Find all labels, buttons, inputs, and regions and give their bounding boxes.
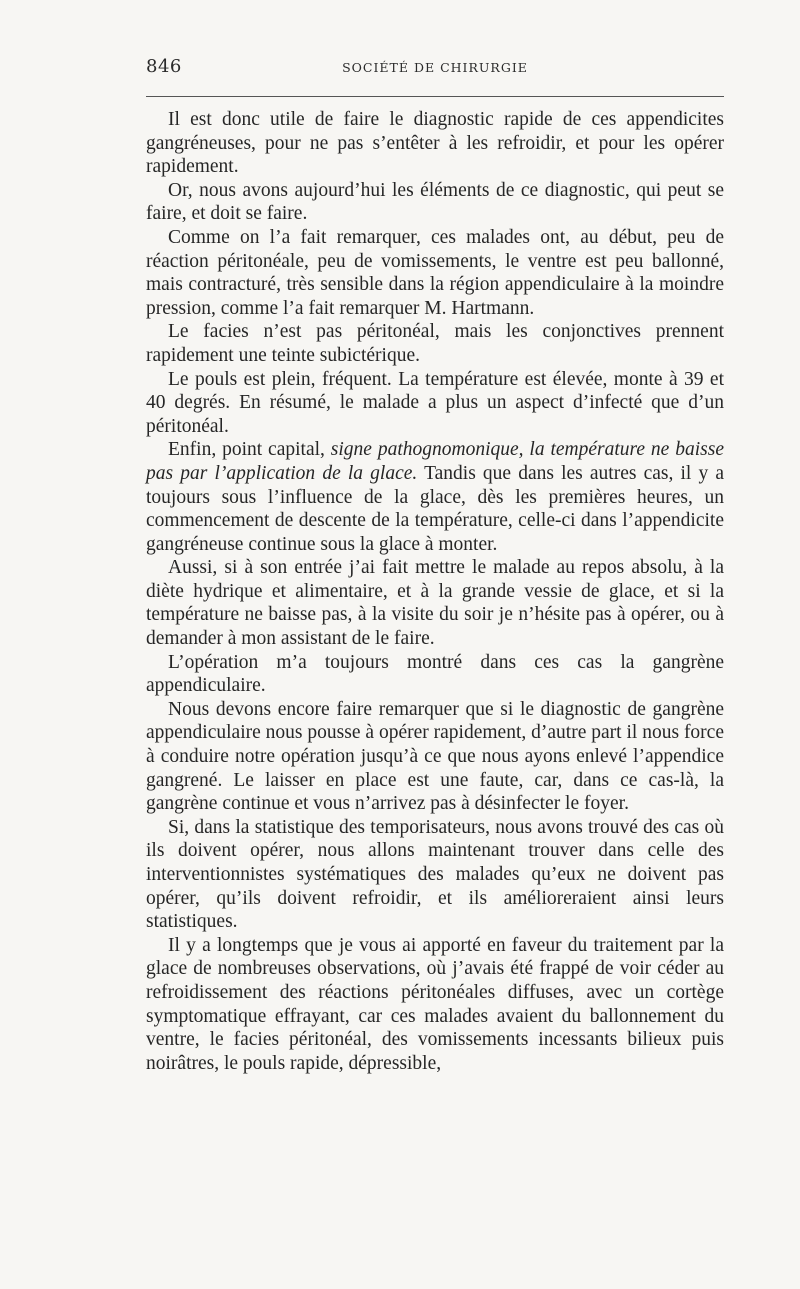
page-header (146, 54, 724, 84)
page-number: 846 (146, 56, 182, 77)
paragraph: Nous devons encore faire remarquer que si le diagnostic de gangrène appendiculaire nous pousse à opérer rapidement, d’autre part il nous force à conduire notre opération jusqu’à ce que nous ayons enlevé l’appendice gangrené. Le laisser en place est une faute, car, dans ce cas-là, la gangrène continue et vous n’arrivez pas à désinfecter le foyer. (146, 698, 724, 815)
paragraph: Le pouls est plein, fréquent. La température est élevée, monte à 39 et 40 degrés. En résumé, le malade a plus un aspect d’infecté que d’un péritonéal. (146, 368, 724, 437)
paragraph: Comme on l’a fait remarquer, ces malades ont, au début, peu de réaction péritonéale, peu de vomissements, le ventre est peu ballonné, mais contracturé, très sensible dans la région appendiculaire à la moindre pression, comme l’a fait remarquer M. Hartmann. (146, 226, 724, 319)
paragraph: Il y a longtemps que je vous ai apporté en faveur du traitement par la glace de nombreuses observations, où j’avais été frappé de voir céder au refroidissement des réactions péritonéales diffuses, avec un cortège symptomatique effrayant, car ces malades avaient du ballonnement du ventre, le facies péritonéal, des vomissements incessants bilieux puis noirâtres, le pouls rapide, dépressible, (146, 934, 724, 1074)
paragraph: L’opération m’a toujours montré dans ces cas la gangrène appendiculaire. (146, 651, 724, 697)
body-text (146, 108, 724, 1075)
paragraph (146, 438, 724, 556)
paragraph: Le facies n’est pas péritonéal, mais les conjonctives prennent rapidement une teinte subictérique. (146, 321, 724, 366)
paragraph: Il est donc utile de faire le diagnostic rapide de ces appendicites gangréneuses, pour ne pas s’entêter à les refroidir, et pour les opérer rapidement. (146, 109, 724, 178)
paragraph-text: Tandis que dans les autres cas, il y a toujours sous l’influence de la glace, dès les premières heures, un commencement de descente de la température, celle-ci dans l’appendicite gangréneuse continue sous la glace à monter. (146, 462, 724, 555)
header-rule (146, 96, 724, 97)
paragraph: Or, nous avons aujourd’hui les éléments de ce diagnostic, qui peut se faire, et doit se faire. (146, 179, 724, 225)
italic-emphasis: signe pathognomonique, la température ne baisse pas par l’application de la glace. (146, 439, 724, 484)
running-title: SOCIÉTÉ DE CHIRURGIE (342, 60, 528, 75)
paragraph: Aussi, si à son entrée j’ai fait mettre le malade au repos absolu, à la diète hydrique et alimentaire, et à la grande vessie de glace, et si la température ne baisse pas, à la visite du soir je n’hésite pas à opérer, ou à demander à mon assistant de le faire. (146, 557, 724, 650)
paragraph-text: Enfin, point capital, (168, 439, 331, 461)
paragraph: Si, dans la statistique des temporisateurs, nous avons trouvé des cas où ils doivent opérer, nous allons maintenant trouver dans celle des interventionnistes systématiques des malades qu’eux ne doivent pas opérer, qu’ils doivent refroidir, et ils amélioreraient ainsi leurs statistiques. (146, 816, 724, 933)
